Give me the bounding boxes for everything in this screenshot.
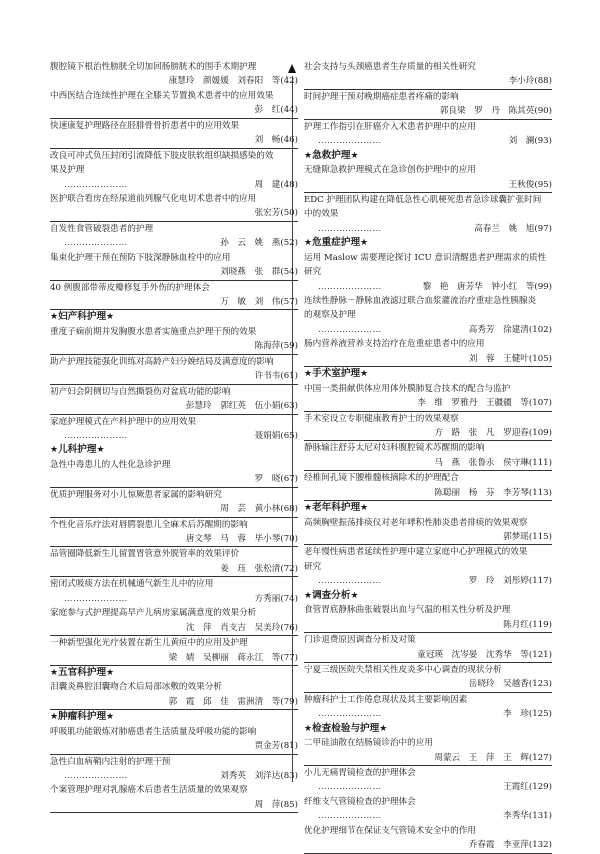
authors-page: 李 维 罗雅丹 王疆疆 等(107): [417, 398, 552, 409]
section-heading: [304, 589, 552, 603]
authors-page: 罗 晓(67): [254, 474, 298, 485]
entry-authors: [50, 339, 298, 354]
star-icon: ★: [360, 503, 369, 514]
authors-page: 郭梦瑶(115): [503, 532, 552, 542]
entry-title: 纤维支气管镜检查的护理体会: [304, 796, 416, 807]
entry-title: 优化护理细节在保证支气管镜术安全中的作用: [304, 825, 476, 836]
authors-page: 沈 萍 肖支吉 吴美玲(76): [185, 622, 298, 633]
authors-page: 周 萍(85): [254, 799, 298, 810]
entry-title: 个性化音乐疗法对唇腭裂患儿全麻术后苏醒期的影响: [50, 519, 248, 530]
authors-page: 周 芸 黄小林(68): [220, 504, 298, 515]
authors-page: 周 建(48): [254, 179, 298, 190]
authors-page: 贾金芳(81): [254, 741, 298, 752]
entry-authors: [50, 532, 298, 547]
section-heading: [304, 501, 552, 515]
entry-authors: [304, 707, 552, 721]
leader-dots: …………………: [64, 179, 128, 190]
star-icon: ★: [106, 667, 115, 678]
entry-title: 的观察及护理: [304, 310, 356, 321]
authors-page: 刘秀英 刘洋达(83): [220, 771, 298, 781]
authors-page: 彭 红(44): [254, 105, 298, 116]
section-heading: [50, 310, 298, 324]
entry-authors: [50, 265, 298, 280]
star-icon: ★: [350, 590, 359, 601]
entry-title: 中西医结合连续性护理在全膝关节置换术患者中的应用效果: [50, 90, 274, 101]
entry-authors: [50, 133, 298, 148]
star-icon: ★: [50, 712, 59, 723]
entry-authors: [50, 695, 298, 710]
leader-dots: …………………: [318, 782, 382, 793]
entry-title: 连续性静脉－静脉血液滤过联合血浆灌流治疗重症急性胰腺炎: [304, 296, 537, 306]
section-heading: [50, 666, 298, 680]
section-heading: [304, 149, 552, 163]
star-icon: ★: [106, 712, 115, 723]
authors-page: 刘 澜(93): [508, 136, 552, 147]
entry-authors: [304, 574, 552, 588]
leader-dots: …………………: [318, 136, 382, 147]
star-icon: ★: [50, 312, 59, 323]
entry-title: 经椎间孔镜下腰椎髓核摘除术的护理配合: [304, 473, 459, 484]
star-icon: ★: [360, 369, 369, 380]
entry-title: 个案管理护理对乳腺癌术后患者生活质量的效果观察: [50, 785, 248, 796]
entry-authors: [304, 352, 552, 367]
entry-title: 时间护理干预对晚期癌症患者疼痛的影响: [304, 91, 459, 102]
entry-authors: [50, 562, 298, 577]
entry-authors: [304, 486, 552, 501]
entry-authors: [50, 74, 298, 88]
authors-page: 李 珍(125): [503, 709, 552, 720]
entry-authors: [304, 456, 552, 471]
entry-title: 品管圈降低新生儿留置胃管意外脱管率的效果评价: [50, 549, 240, 560]
entry-title: 一种新型强化光疗装置在新生儿黄疸中的应用及护理: [50, 638, 248, 649]
authors-page: 梁 婧 吴柳丽 蒋永江 等(77): [168, 652, 298, 663]
entry-authors: [304, 530, 552, 545]
leader-dots: …………………: [318, 281, 382, 292]
authors-page: 郭良梁 罗 丹 陈其英(90): [439, 106, 552, 117]
star-icon: ★: [350, 150, 359, 161]
entry-title: 40 例腹部带蒂皮瓣修复手外伤的护理体会: [50, 282, 210, 293]
entry-title: 快速康复护理路径在胫腓骨骨折患者中的应用效果: [50, 120, 240, 131]
entry-title: 中国一类捐献供体应用体外膜肺复合技术的配合与监护: [304, 383, 511, 394]
entry-title: EDC 护理团队构建在降低急性心肌梗死患者急诊球囊扩张时间: [304, 194, 542, 205]
entry-title: 无缝隙急救护理模式在急诊创伤护理中的应用: [304, 165, 476, 176]
entry-authors: [50, 399, 298, 414]
entry-authors: [304, 648, 552, 663]
star-icon: ★: [304, 369, 313, 380]
star-icon: ★: [50, 445, 59, 456]
entry-title: 呼吸肌功能锻炼对肺癌患者生活质量及呼吸功能的影响: [50, 726, 257, 737]
entry-title: 重度子痫前期并发胸腹水患者实施重点护理干预的效果: [50, 326, 257, 337]
section-title: 妇产科护理: [58, 311, 107, 323]
authors-page: 罗 玲 刘彤婷(117): [468, 576, 552, 587]
entry-title: 自发性食管破裂患者的护理: [50, 223, 154, 234]
entry-title: 家庭护理模式在产科护理中的应用效果: [50, 416, 197, 427]
authors-page: 许书韦(61): [254, 371, 298, 382]
entry-title: 肠内营养液营养支持治疗在危重症患者中的应用: [304, 339, 485, 350]
entry-authors: [50, 592, 298, 606]
section-heading: [304, 722, 552, 736]
star-icon: ★: [50, 667, 59, 678]
entry-authors: [50, 651, 298, 666]
star-icon: ★: [379, 723, 388, 734]
authors-page: 张宏芳(50): [254, 208, 298, 219]
entry-title: 密闭式吸痰方法在机械通气新生儿中的应用: [50, 579, 214, 590]
entry-authors: [304, 280, 552, 294]
authors-page: 黎 艳 唐芳华 钟小红 等(99): [422, 281, 552, 292]
entry-title: 二甲硅油散在结肠镜诊治中的应用: [304, 738, 433, 749]
entry-title: 优质护理服务对小儿惊厥患者家属的影响研究: [50, 489, 222, 500]
authors-page: 方 路 张 凡 罗迎春(109): [434, 427, 552, 438]
entry-authors: [304, 677, 552, 692]
entry-authors: [50, 369, 298, 384]
entry-title: 初产妇会阴侧切与自然撕裂伤对盆底功能的影响: [50, 386, 231, 397]
entry-title: 医护联合看房在经尿道前列腺气化电切术患者中的应用: [50, 193, 257, 204]
entry-title: 静脉输注舒芬太尼对妇科腹腔镜术苏醒期的影响: [304, 443, 485, 454]
authors-page: 唐文琴 马 蓉 毕小琴(70): [185, 534, 298, 544]
star-icon: ★: [304, 238, 313, 249]
authors-page: 李秀华(131): [503, 811, 552, 822]
section-title: 老年科护理: [312, 502, 361, 514]
authors-page: 刘 畅(46): [254, 135, 298, 146]
entry-authors: [50, 178, 298, 192]
leader-dots: …………………: [318, 576, 382, 587]
entry-authors: [50, 472, 298, 487]
entry-authors: [304, 618, 552, 633]
section-heading: [50, 443, 298, 457]
section-heading: [50, 710, 298, 724]
entry-title: 运用 Maslow 需要理论探讨 ICU 意识清醒患者护理需求的质性: [304, 252, 547, 263]
section-title: 手术室护理: [312, 368, 361, 380]
authors-page: 孙 云 姚 燕(52): [220, 238, 298, 249]
entry-authors: [304, 780, 552, 794]
authors-page: 陈聪丽 杨 芬 李芳琴(113): [434, 487, 552, 498]
entry-authors: [304, 178, 552, 193]
entry-authors: [50, 739, 298, 754]
authors-page: 方秀丽(74): [254, 593, 298, 604]
authors-page: 童冠瑛 沈岑晏 沈秀华 等(121): [417, 649, 552, 660]
entry-authors: [50, 103, 298, 118]
entry-title: 腹腔镜下根治性膀胱全切加回肠膀胱术的围手术期护理: [50, 62, 257, 72]
leader-dots: …………………: [64, 771, 128, 781]
star-icon: ★: [360, 238, 369, 249]
authors-page: 刘 蓉 王健叶(105): [468, 353, 552, 364]
entry-title: 研究: [304, 267, 322, 278]
entry-title: 宁夏三级医院失禁相关性皮炎多中心调查的现状分析: [304, 664, 502, 675]
leader-dots: …………………: [318, 709, 382, 720]
entry-title: 急性中毒患儿的人性化急诊护理: [50, 459, 171, 470]
entry-authors: [304, 104, 552, 119]
entry-authors: [304, 426, 552, 441]
entry-title: 急性白血病鞘内注射的护理干预: [50, 756, 171, 767]
authors-page: 乔春霞 李亚萍(132): [468, 840, 552, 851]
leader-dots: …………………: [318, 324, 382, 335]
section-title: 肿瘤科护理: [58, 711, 107, 723]
entry-title: 门诊退费原因调查分析及对策: [304, 635, 416, 646]
entry-title: 护理工作指引在肝癌介入术患者护理中的应用: [304, 121, 476, 132]
entry-title: 助产护理技能强化训练对高龄产妇分娩结局及满意度的影响: [50, 356, 274, 367]
authors-page: 姜 珏 张松清(72): [220, 563, 298, 574]
authors-page: 周蒙云 王 萍 王 辉(127): [434, 752, 552, 763]
authors-page: 马 燕 张鲁永 侯守琳(111): [434, 457, 552, 468]
section-title: 儿科护理: [58, 444, 97, 456]
entry-title: 中的效果: [304, 209, 339, 220]
entry-title: 家庭参与式护理提高早产儿病房家属满意度的效果分析: [50, 608, 257, 619]
entry-title: 研究: [304, 561, 322, 572]
section-title: 急救护理: [312, 149, 351, 161]
entry-authors: [50, 236, 298, 250]
entry-authors: [304, 751, 552, 766]
entry-authors: [50, 621, 298, 636]
entry-authors: [304, 838, 552, 853]
entry-title: 改良可冲式负压封闭引流降低下肢皮肤软组织缺损感染的效: [50, 150, 274, 161]
star-icon: ★: [304, 723, 313, 734]
entry-authors: [304, 134, 552, 148]
entry-title: 手术室设立专职健康教育护士的效果观察: [304, 413, 459, 424]
entry-title: 食管胃底静脉曲张破裂出血与气温的相关性分析及护理: [304, 605, 511, 616]
leader-dots: …………………: [318, 223, 382, 234]
section-heading: [304, 367, 552, 381]
entry-authors: [304, 323, 552, 337]
leader-dots: …………………: [64, 593, 128, 604]
authors-page: 王秋俊(95): [508, 179, 552, 190]
toc-column-right: [304, 60, 552, 854]
entry-authors: [304, 396, 552, 411]
entry-authors: [50, 206, 298, 221]
star-icon: ★: [304, 503, 313, 514]
star-icon: ★: [96, 445, 105, 456]
section-title: 五官科护理: [58, 666, 107, 678]
authors-page: 陈海萍(59): [254, 341, 298, 352]
authors-page: 高春兰 姚 旭(97): [474, 223, 552, 234]
entry-title: 果及护理: [50, 165, 85, 176]
entry-authors: [304, 222, 552, 236]
authors-page: 万 敏 刘 伟(57): [220, 297, 298, 307]
entry-title: 社会支持与头颈癌患者生存质量的相关性研究: [304, 62, 476, 72]
entry-title: 集束化护理干预在预防下肢深静脉血栓中的应用: [50, 252, 231, 263]
entry-title: 小儿无痛胃镜检查的护理体会: [304, 768, 416, 778]
section-title: 检查检验与护理: [312, 722, 380, 734]
star-icon: ★: [304, 150, 313, 161]
authors-page: 高秀芳 徐建清(102): [468, 324, 552, 335]
leader-dots: …………………: [64, 430, 128, 441]
entry-authors: [50, 429, 298, 443]
authors-page: 李小玲(88): [508, 76, 552, 87]
entry-title: 泪囊炎鼻腔泪囊吻合术后局部冰敷的效果分析: [50, 682, 222, 693]
entry-title: 老年慢性病患者延续性护理中建立家庭中心护理模式的效果: [304, 547, 528, 558]
authors-page: 郭 霞 邱 佳 雷洲清 等(79): [168, 696, 298, 707]
authors-page: 岳晓玲 吴越香(123): [468, 679, 552, 690]
entry-authors: [304, 809, 552, 823]
toc-column-left: [50, 60, 298, 813]
authors-page: 王霞红(129): [503, 782, 552, 793]
entry-authors: [50, 502, 298, 517]
entry-title: 高频胸壁振荡排痰仪对老年哮积性肺炎患者排痰的效果观察: [304, 517, 528, 528]
section-title: 调查分析: [312, 589, 351, 601]
star-icon: ★: [304, 590, 313, 601]
authors-page: 康慧玲 颜媛媛 刘春阳 等(42): [168, 76, 298, 87]
leader-dots: …………………: [64, 238, 128, 249]
authors-page: 刘晓燕 张 群(54): [220, 267, 298, 278]
section-title: 危重症护理: [312, 237, 361, 249]
entry-authors: [50, 295, 298, 310]
star-icon: ★: [106, 312, 115, 323]
entry-title: 肿瘤科护士工作倦怠现状及其主要影响因素: [304, 694, 468, 705]
authors-page: 陈月红(119): [503, 619, 552, 630]
authors-page: 聂娟娟(65): [254, 430, 298, 441]
entry-authors: [50, 769, 298, 783]
authors-page: 彭慧玲 郭红英 伍小娟(63): [185, 401, 298, 412]
entry-authors: [304, 74, 552, 89]
leader-dots: …………………: [318, 811, 382, 822]
section-heading: [304, 236, 552, 250]
